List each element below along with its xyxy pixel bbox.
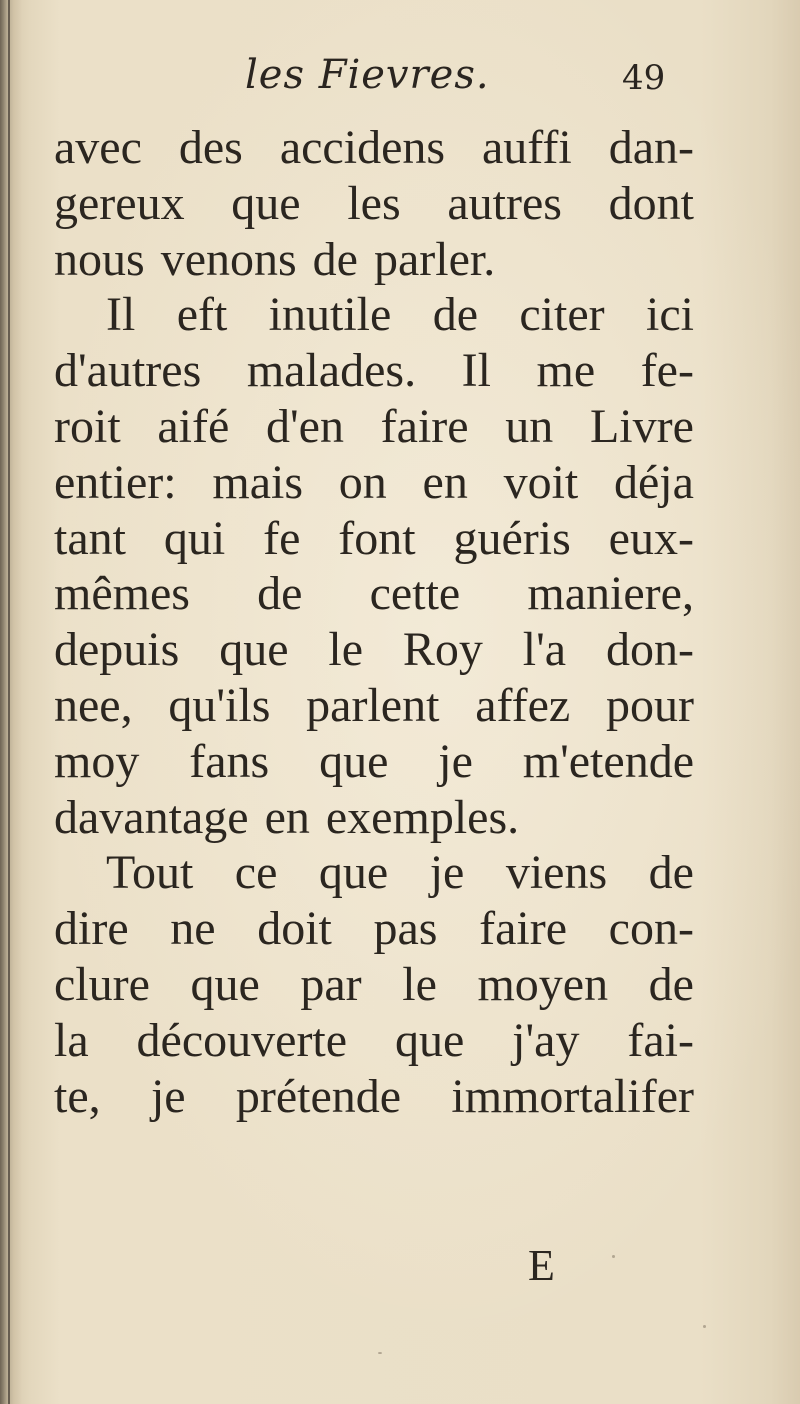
word: parlent	[306, 678, 440, 732]
word: voit	[503, 455, 579, 509]
word: nous	[54, 232, 145, 286]
text-line	[54, 1013, 694, 1069]
word: affez	[475, 678, 571, 732]
paper-speck	[378, 1352, 382, 1354]
word: maniere,	[527, 567, 694, 621]
word: me	[536, 344, 596, 398]
word: inutile	[268, 288, 392, 342]
text-line	[54, 1069, 694, 1125]
word: citer	[519, 288, 605, 342]
word: aifé	[157, 399, 230, 453]
word: moyen	[477, 957, 609, 1011]
text-line	[54, 957, 694, 1013]
text-line	[54, 120, 694, 176]
word: fe	[263, 511, 301, 565]
word: entier:	[54, 455, 177, 509]
word: dont	[608, 176, 694, 230]
running-title: les Fievres.	[245, 52, 490, 98]
word: déja	[614, 455, 694, 509]
word: accidens	[279, 121, 446, 174]
text-line	[54, 287, 694, 343]
word: davantage	[54, 790, 249, 844]
word: exemples.	[325, 790, 520, 844]
word: Tout	[106, 846, 194, 900]
word: la	[54, 1013, 89, 1067]
text-line	[54, 566, 694, 622]
word: auffi	[482, 121, 572, 174]
word: qui	[163, 511, 226, 565]
word: ici	[645, 288, 694, 342]
word: avec	[54, 121, 142, 174]
word: je	[429, 846, 465, 900]
word: m'etende	[522, 734, 694, 788]
word: eft	[176, 288, 228, 342]
book-gutter	[0, 0, 22, 1404]
word: j'ay	[512, 1013, 580, 1067]
word: con-	[608, 902, 694, 956]
catchword: E	[528, 1241, 555, 1290]
word: viens	[505, 846, 608, 900]
word: eux-	[608, 511, 694, 565]
word: ne	[170, 902, 216, 956]
paper-speck	[612, 1255, 615, 1258]
word: pour	[606, 678, 694, 732]
word: qu'ils	[168, 678, 271, 732]
word: venons	[160, 232, 297, 286]
word: malades.	[246, 344, 417, 398]
word: de	[648, 957, 694, 1011]
word: fe-	[640, 344, 694, 398]
text-line	[54, 511, 694, 567]
word: le	[328, 623, 364, 677]
word: je	[150, 1069, 186, 1123]
word: fans	[189, 734, 270, 788]
word: des	[178, 121, 243, 174]
text-line	[54, 790, 694, 846]
word: le	[402, 957, 437, 1011]
word: on	[338, 455, 387, 509]
word: prétende	[235, 1069, 402, 1123]
word: que	[319, 734, 389, 788]
word: dan-	[608, 121, 694, 174]
word: que	[231, 176, 301, 230]
text-line	[54, 399, 694, 455]
word: Livre	[589, 399, 694, 453]
word: dire	[54, 902, 129, 956]
word: guéris	[453, 511, 571, 565]
word: moy	[54, 734, 140, 788]
word: don-	[605, 623, 694, 677]
word: par	[300, 957, 362, 1011]
word: de	[648, 846, 694, 900]
word: que	[394, 1013, 465, 1067]
page-header	[0, 50, 800, 110]
word: faire	[380, 399, 469, 453]
text-line	[54, 343, 694, 399]
word: doit	[257, 902, 332, 956]
text-line	[54, 901, 694, 957]
text-line	[54, 678, 694, 734]
page-number: 49	[622, 58, 666, 98]
paper-speck	[703, 1325, 706, 1328]
word: je	[438, 734, 473, 788]
word: en	[264, 790, 310, 844]
word: nee,	[54, 678, 133, 732]
word: que	[190, 957, 260, 1011]
word: immortalifer	[451, 1069, 694, 1123]
word: depuis	[54, 623, 180, 677]
gutter-line	[8, 0, 10, 1404]
word: tant	[54, 511, 126, 565]
word: un	[505, 399, 554, 453]
word: pas	[373, 902, 438, 956]
text-line	[54, 622, 694, 678]
word: faire	[479, 902, 568, 956]
word: l'a	[522, 623, 567, 677]
word: te,	[54, 1069, 101, 1123]
word: en	[422, 455, 468, 509]
word: d'autres	[54, 344, 202, 398]
word: cette	[369, 567, 461, 621]
word: autres	[447, 176, 562, 230]
word: mêmes	[54, 567, 190, 621]
word: parler.	[373, 232, 496, 286]
text-line	[54, 734, 694, 790]
word: roit	[54, 399, 121, 453]
text-line	[54, 232, 694, 288]
word: découverte	[136, 1013, 348, 1067]
text-line	[54, 455, 694, 511]
text-line	[54, 176, 694, 232]
word: Roy	[402, 623, 483, 677]
text-line	[54, 845, 694, 901]
word: font	[338, 511, 416, 565]
word: de	[312, 232, 358, 286]
body-text	[54, 120, 694, 1124]
word: les	[347, 176, 401, 230]
word: d'en	[266, 399, 344, 453]
word: gereux	[54, 176, 185, 230]
word: de	[257, 567, 303, 621]
word: de	[432, 288, 478, 342]
word: mais	[212, 455, 304, 509]
word: que	[318, 846, 389, 900]
word: ce	[234, 846, 278, 900]
word: Il	[461, 344, 491, 398]
word: fai-	[627, 1013, 694, 1067]
word: Il	[106, 288, 136, 342]
word: que	[219, 623, 289, 677]
word: clure	[54, 957, 150, 1011]
